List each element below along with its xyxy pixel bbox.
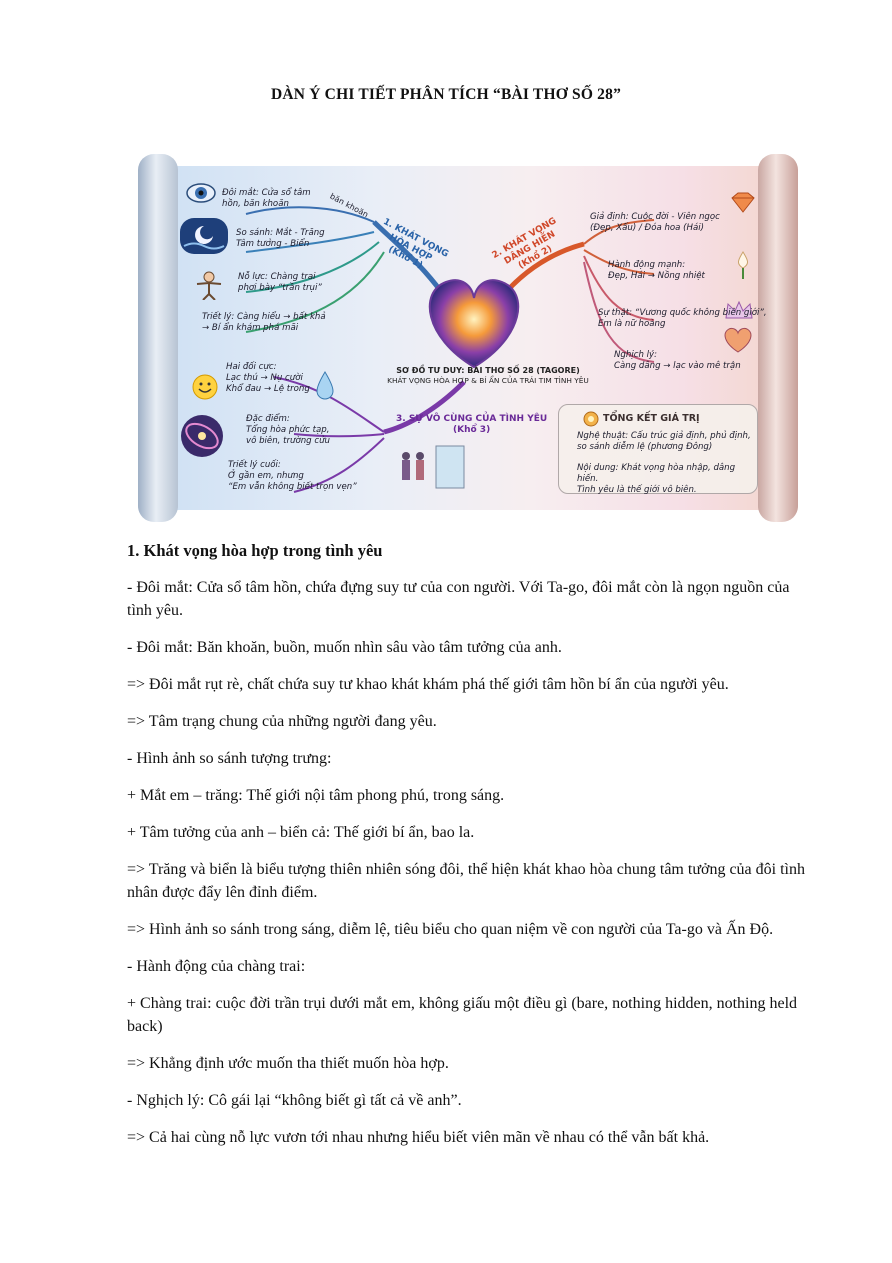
paragraph: + Chàng trai: cuộc đời trần trụi dưới mắt em, không giấu một điều gì (bare, nothing hidden, nothing held back) (127, 995, 798, 1035)
center-subtitle: KHÁT VỌNG HÒA HỢP & BÍ ẨN CỦA TRÁI TIM TÌNH YÊU (387, 376, 589, 385)
summary-content: Nội dung: Khát vọng hòa nhập, dâng hiến. Tình yêu là thế giới vô biên. (577, 463, 736, 495)
branch-label-1: 1. KHÁT VỌNG HÒA HỢP (Khổ 1) (381, 216, 450, 271)
node-effort: Nỗ lực: Chàng trai phơi bày “trần trụi” (238, 272, 322, 293)
paragraph: + Mắt em – trăng: Thế giới nội tâm phong phú, trong sáng. (127, 787, 505, 804)
mind-map-center (378, 366, 598, 386)
page-title: DÀN Ý CHI TIẾT PHÂN TÍCH “BÀI THƠ SỐ 28” (270, 86, 622, 103)
paragraph: => Đôi mắt rụt rè, chất chứa suy tư khao khát khám phá thế giới tâm hồn bí ẩn của người yêu. (127, 676, 729, 693)
document-body (127, 540, 807, 1163)
person-icon (194, 270, 224, 300)
paragraph: => Trăng và biển là biểu tượng thiên nhiên sóng đôi, thể hiện khát khao hòa chung tâm tưởng của đôi tình nhân được đẩy lên đỉnh điểm. (127, 861, 805, 901)
galaxy-icon (180, 414, 224, 458)
center-title: SƠ ĐỒ TƯ DUY: BÀI THƠ SỐ 28 (TAGORE) (396, 366, 580, 375)
summary-box (558, 404, 758, 494)
section-heading: 1. Khát vọng hòa hợp trong tình yêu (127, 541, 383, 560)
node-two-poles: Hai đối cực: Lạc thú → Nụ cười Khổ đau → Lệ trong (226, 362, 310, 394)
node-philosophy: Triết lý: Càng hiểu → bất khả → Bí ẩn khám phá mãi (202, 312, 326, 333)
teardrop-icon (314, 370, 336, 400)
paragraph: - Đôi mắt: Băn khoăn, buồn, muốn nhìn sâu vào tâm tưởng của anh. (127, 639, 562, 656)
node-eyes: Đôi mắt: Cửa sổ tâm hồn, băn khoăn (222, 188, 311, 209)
node-features: Đặc điểm: Tổng hòa phức tạp, vô biên, trường cửu (246, 414, 330, 446)
paragraph-list (127, 576, 807, 1149)
summary-art: Nghệ thuật: Cấu trúc giả định, phủ định, so sánh diễm lệ (phương Đông) (577, 431, 751, 452)
paragraph: - Đôi mắt: Cửa sổ tâm hồn, chứa đựng suy tư của con người. Với Ta-go, đôi mắt còn là ngọn nguồn của tình yêu. (127, 579, 790, 619)
lily-flower-icon (730, 248, 756, 280)
moon-sea-icon (180, 218, 228, 254)
node-eyes-extra: băn khoăn (328, 191, 370, 220)
node-paradox: Nghịch lý: Càng dâng → lạc vào mê trận (614, 350, 741, 371)
node-compare: So sánh: Mắt - Trăng Tâm tưởng - Biển (236, 228, 325, 249)
couple-mirror-icon (396, 442, 466, 492)
gem-icon (728, 192, 758, 214)
eye-icon (186, 182, 216, 204)
paragraph: => Khẳng định ước muốn tha thiết muốn hòa hợp. (127, 1055, 449, 1072)
node-assumption: Giả định: Cuộc đời - Viên ngọc (Đẹp, Xấu) / Đóa hoa (Hái) (590, 212, 720, 233)
heart-icon (430, 280, 518, 367)
paragraph: + Tâm tưởng của anh – biển cả: Thế giới bí ẩn, bao la. (127, 824, 475, 841)
flower-icon (583, 411, 599, 427)
paragraph: - Hình ảnh so sánh tượng trưng: (127, 750, 332, 767)
mind-map-illustration (134, 152, 804, 524)
branch-label-3: 3. SỰ VÔ CÙNG CỦA TÌNH YÊU (Khổ 3) (396, 414, 548, 435)
paragraph: => Cả hai cùng nỗ lực vươn tới nhau nhưng hiểu biết viên mãn về nhau có thể vẫn bất khả. (127, 1129, 710, 1146)
paragraph: => Hình ảnh so sánh trong sáng, diễm lệ, tiêu biểu cho quan niệm về con người của Ta-go và Ấn Độ. (127, 921, 774, 938)
node-truth: Sự thật: “Vương quốc không biên giới”, Em là nữ hoàng (598, 308, 767, 329)
smile-icon (192, 374, 218, 400)
branch-label-2: 2. KHÁT VỌNG DÂNG HIẾN (Khổ 2) (490, 216, 559, 272)
paragraph: - Nghịch lý: Cô gái lại “không biết gì tất cả về anh”. (127, 1092, 462, 1109)
node-strong-action: Hành động mạnh: Đẹp, Hái → Nồng nhiệt (608, 260, 705, 281)
node-final-philosophy: Triết lý cuối: Ở gần em, nhưng “Em vẫn không biết trọn vẹn” (228, 460, 357, 492)
summary-title: TỔNG KẾT GIÁ TRỊ (603, 413, 700, 424)
paragraph: - Hành động của chàng trai: (127, 958, 306, 975)
paragraph: => Tâm trạng chung của những người đang yêu. (127, 713, 437, 730)
